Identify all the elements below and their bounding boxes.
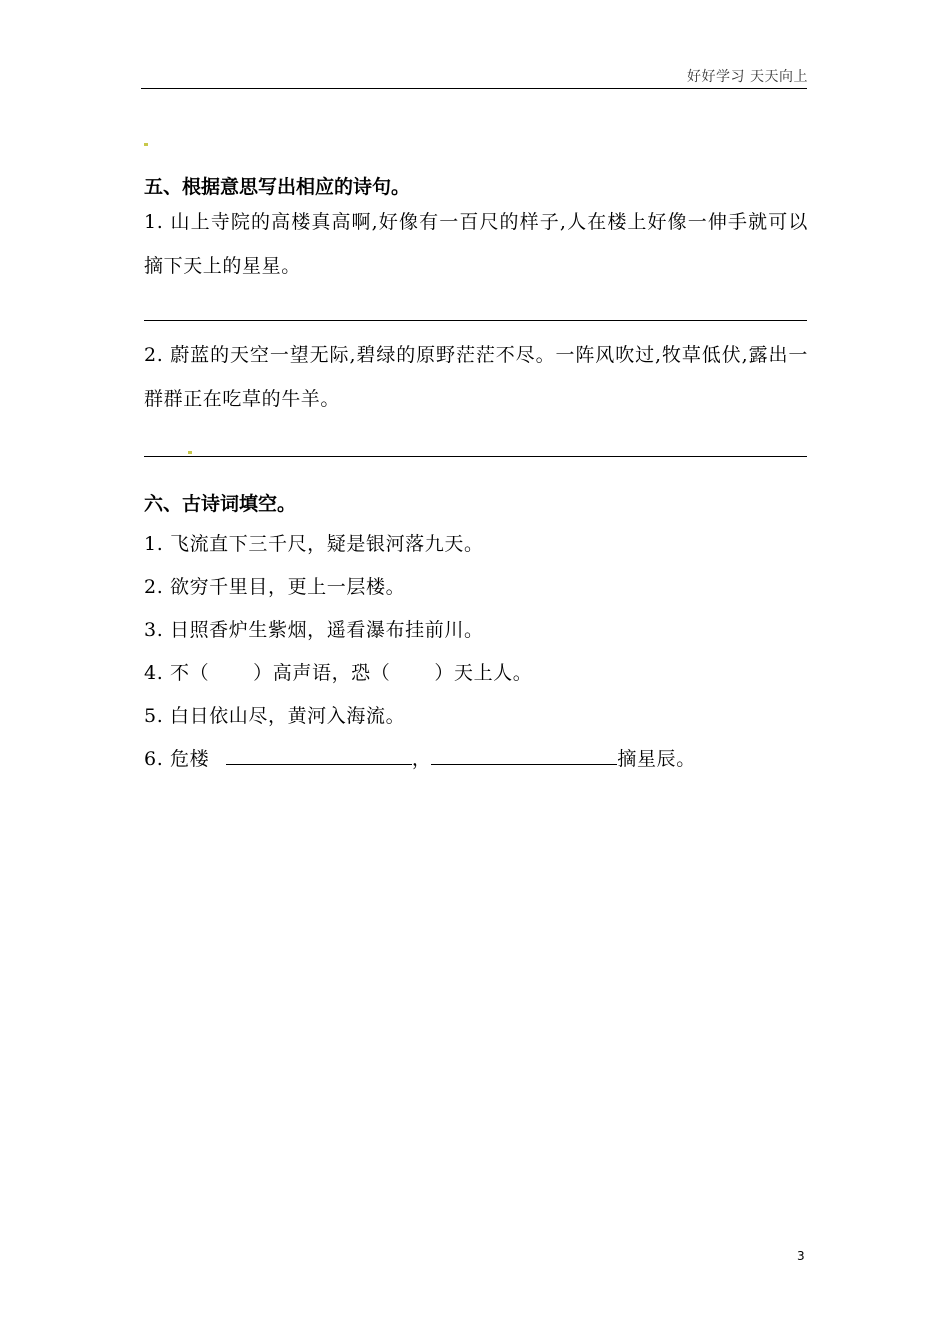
answer-line-2[interactable] [144,456,807,457]
section-6-title: 六、古诗词填空。 [144,493,297,515]
poem-line-6-part-1: 6. 危楼 [144,748,210,770]
section-5-question-1: 1. 山上寺院的高楼真高啊,好像有一百尺的样子,人在楼上好像一伸手就可以摘下天上的星星。 [144,211,808,277]
poem-line-6-comma: ， [411,748,432,770]
poem-line-4-part-3: ）天上人。 [434,662,533,684]
scan-speck-2 [188,451,192,454]
poem-line-6 [144,744,696,771]
poem-line-2: 2. 欲穷千里目，更上一层楼。 [144,576,406,598]
header-motto: 好好学习 天天向上 [687,69,808,85]
answer-line-1[interactable] [144,320,807,321]
poem-line-4-part-1: 4. 不（ [144,662,210,684]
fill-blank-2[interactable] [431,746,617,765]
page-number: 3 [797,1249,805,1263]
section-5-title: 五、根据意思写出相应的诗句。 [144,176,411,198]
header-divider [141,88,807,89]
poem-line-6-end: 摘星辰。 [617,748,696,770]
poem-line-3: 3. 日照香炉生紫烟，遥看瀑布挂前川。 [144,619,484,641]
poem-line-5: 5. 白日依山尽，黄河入海流。 [144,705,406,727]
section-5-question-2: 2. 蔚蓝的天空一望无际,碧绿的原野茫茫不尽。一阵风吹过,牧草低伏,露出一群群正在吃草的牛羊。 [144,344,808,410]
poem-line-4-part-2: ）高声语，恐（ [253,662,391,684]
scan-speck [144,143,148,146]
fill-blank-1[interactable] [226,746,412,765]
poem-line-1: 1. 飞流直下三千尺，疑是银河落九天。 [144,533,484,555]
poem-line-4 [144,658,532,685]
